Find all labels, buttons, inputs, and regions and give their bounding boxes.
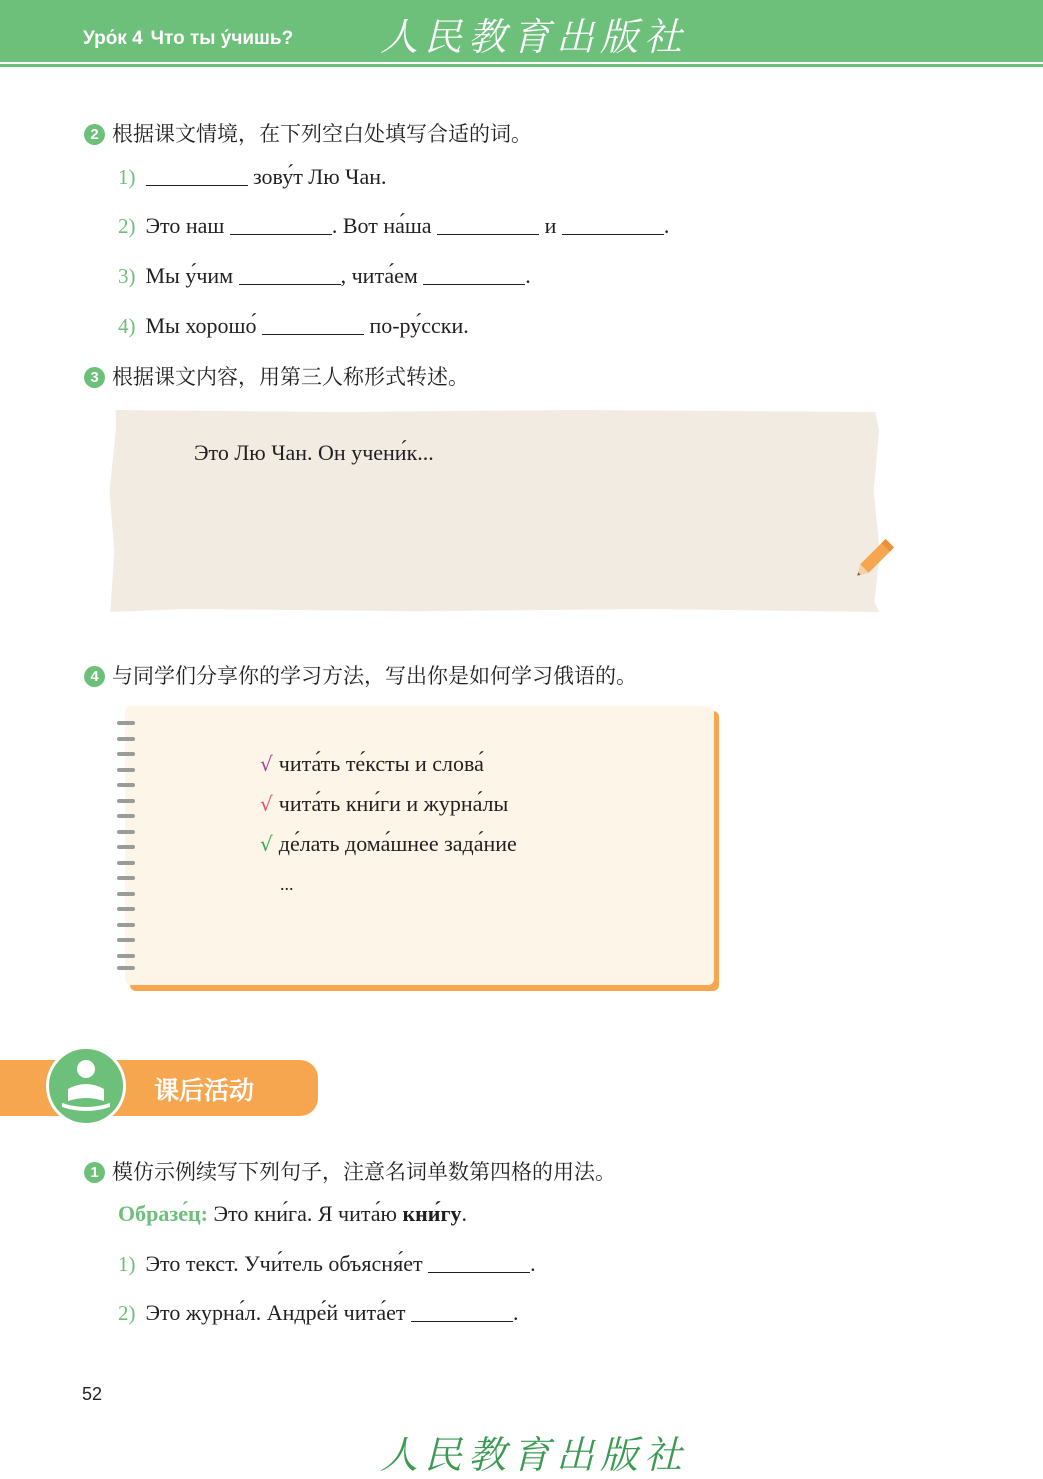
item-number: 1)	[118, 1252, 136, 1276]
spiral-ring	[117, 907, 135, 911]
item-text: .	[525, 263, 531, 288]
activity-1-item-2	[118, 1300, 519, 1326]
reading-person-icon	[49, 1049, 123, 1123]
exercise-4-heading	[84, 660, 637, 690]
spiral-ring	[117, 861, 135, 865]
spiral-ring	[117, 737, 135, 741]
item-text: Это журна́л. Андре́й чита́ет	[145, 1300, 412, 1325]
spiral-ring	[117, 830, 135, 834]
example-end: .	[461, 1201, 467, 1226]
item-number: 4)	[118, 314, 136, 338]
section-title: 课后活动	[154, 1076, 255, 1105]
check-mark-icon: √	[260, 832, 273, 856]
method-item-1	[260, 751, 484, 777]
item-number: 2)	[118, 1301, 136, 1325]
item-text: зову́т Лю Чан.	[247, 164, 387, 189]
item-text: , чита́ем	[340, 263, 424, 288]
lesson-number: Уро́к 4	[83, 28, 143, 49]
method-item-3	[260, 831, 517, 857]
item-text: .	[530, 1251, 536, 1276]
activity-1-instruction: 模仿示例续写下列句子，注意名词单数第四格的用法。	[112, 1160, 616, 1184]
answer-blank[interactable]	[262, 333, 364, 335]
exercise-2-item-4	[118, 313, 469, 339]
spiral-ring	[117, 954, 135, 958]
spiral-ring	[117, 876, 135, 880]
answer-blank[interactable]	[239, 283, 341, 285]
example-text: Это кни́га. Я чита́ю	[207, 1201, 403, 1226]
item-text: .	[513, 1300, 519, 1325]
method-text: чита́ть те́ксты и слова́	[278, 751, 484, 776]
item-text: Это текст. Учи́тель объясня́ет	[145, 1251, 429, 1276]
spiral-ring	[117, 814, 135, 818]
spiral-ring	[117, 783, 135, 787]
section-icon-circle	[46, 1046, 126, 1126]
page-number: 52	[82, 1384, 103, 1404]
check-mark-icon: √	[260, 792, 273, 816]
exercise-3-heading	[84, 361, 469, 391]
answer-blank[interactable]	[230, 233, 332, 235]
spiral-ring	[117, 768, 135, 772]
example-sentence	[118, 1201, 467, 1227]
item-text: Это наш	[145, 213, 230, 238]
answer-blank[interactable]	[437, 233, 539, 235]
answer-blank[interactable]	[428, 1271, 530, 1273]
activity-1-item-1	[118, 1251, 536, 1277]
example-answer: кни́гу	[402, 1201, 462, 1226]
method-ellipsis: ...	[280, 874, 294, 894]
exercise-3-instruction: 根据课文内容，用第三人称形式转述。	[112, 365, 469, 389]
item-number: 1)	[118, 165, 136, 189]
example-label: Образе́ц:	[118, 1201, 208, 1226]
exercise-2-heading	[84, 118, 532, 148]
exercise-number: 3	[84, 367, 105, 388]
publisher-logo-bottom: 人民教育出版社	[380, 1433, 689, 1477]
spiral-ring	[117, 721, 135, 725]
check-mark-icon: √	[260, 752, 273, 776]
item-text: . Вот на́ша	[331, 213, 438, 238]
exercise-number: 1	[84, 1162, 105, 1183]
retelling-start-text: Это Лю Чан. Он учени́к...	[194, 440, 434, 465]
exercise-2-item-2	[118, 213, 669, 239]
spiral-ring	[117, 938, 135, 942]
answer-blank[interactable]	[146, 184, 248, 186]
item-text: .	[663, 213, 670, 238]
exercise-2-item-3	[118, 263, 531, 289]
activity-1-heading	[84, 1156, 616, 1186]
spiral-ring	[117, 799, 135, 803]
spiral-ring	[117, 966, 135, 970]
publisher-logo-top: 人民教育出版社	[380, 15, 689, 59]
answer-blank[interactable]	[423, 283, 525, 285]
exercise-number: 2	[84, 124, 105, 145]
lesson-name: Что ты у́чишь?	[150, 28, 294, 49]
spiral-ring	[117, 923, 135, 927]
exercise-2-instruction: 根据课文情境，在下列空白处填写合适的词。	[112, 122, 532, 146]
exercise-2-item-1	[118, 164, 387, 190]
spiral-ring	[117, 892, 135, 896]
item-number: 2)	[118, 214, 136, 238]
item-text: по-ру́сски.	[363, 313, 469, 338]
exercise-number: 4	[84, 666, 105, 687]
item-text: Мы хорошо́	[145, 313, 262, 338]
spiral-ring	[117, 845, 135, 849]
method-text: де́лать дома́шнее зада́ние	[278, 831, 517, 856]
item-text: и	[539, 213, 562, 238]
answer-blank[interactable]	[411, 1320, 513, 1322]
lesson-title	[83, 28, 293, 50]
pencil-icon	[846, 530, 904, 586]
exercise-4-instruction: 与同学们分享你的学习方法，写出你是如何学习俄语的。	[112, 664, 637, 688]
item-number: 3)	[118, 264, 136, 288]
answer-blank[interactable]	[562, 233, 664, 235]
method-item-2	[260, 791, 508, 817]
item-text: Мы у́чим	[145, 263, 239, 288]
header-divider	[0, 64, 1043, 67]
method-text: чита́ть кни́ги и журна́лы	[278, 791, 509, 816]
spiral-ring	[117, 752, 135, 756]
